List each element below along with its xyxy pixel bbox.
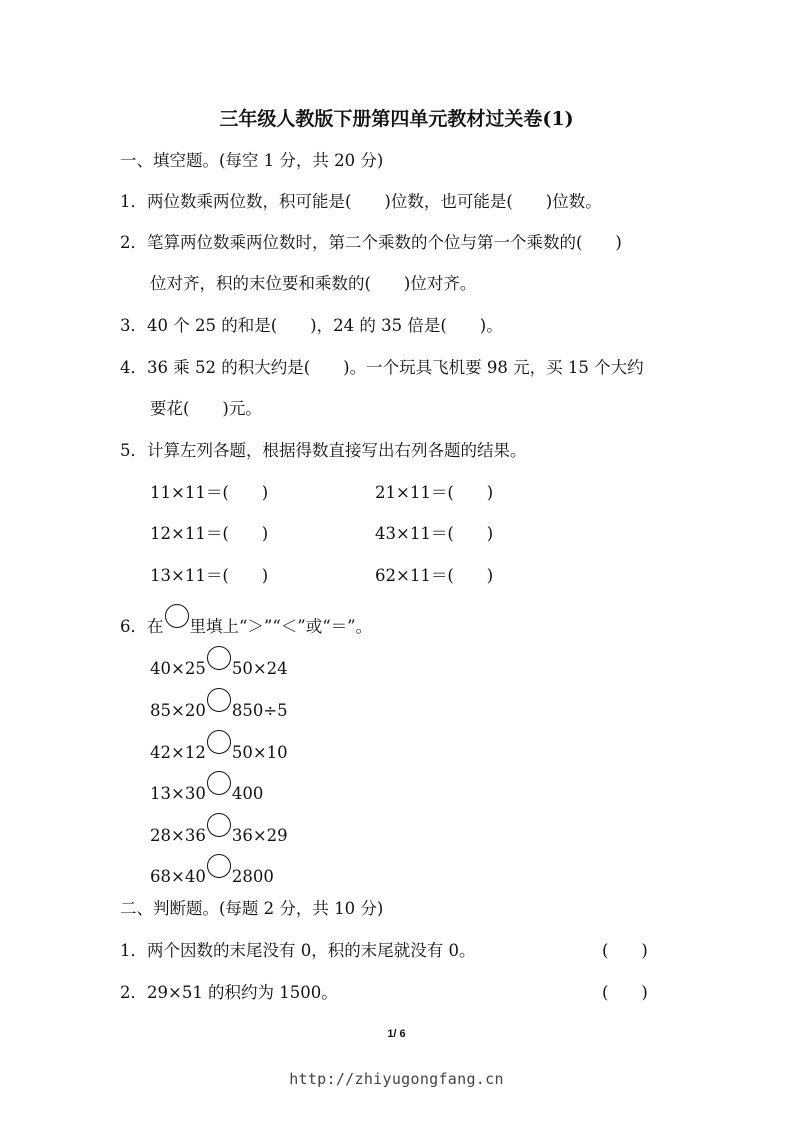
judge-item-1-blank[interactable]: ( ) [602,941,648,960]
judge-item-2-text: 2．29×51 的积约为 1500。 [120,983,338,1002]
judge-item-1-text: 1．两个因数的末尾没有 0，积的末尾就没有 0。 [120,941,476,960]
question-4-line1: 4．36 乘 52 的积大约是( )。一个玩具飞机要 98 元，买 15 个大约 [120,358,644,377]
question-3: 3．40 个 25 的和是( )，24 的 35 倍是( )。 [120,316,503,335]
compare-circle-input[interactable] [207,771,231,795]
question-6 [120,610,372,638]
q6-item-right: 50×24 [231,659,288,678]
q6-item-left: 28×36 [150,826,206,845]
q6-suffix: 里填上“＞”“＜”或“＝”。 [189,617,373,636]
q5-row2-right: 43×11＝( ) [375,524,494,543]
footer-url-link[interactable]: http://zhiyugongfang.cn [289,1070,504,1088]
page-title: 三年级人教版下册第四单元教材过关卷(1) [219,108,574,130]
question-2-line2: 位对齐，积的末位要和乘数的( )位对齐。 [150,274,477,293]
section1-heading: 一、填空题。(每空 1 分，共 20 分) [120,151,384,170]
compare-circle-input[interactable] [207,646,231,670]
compare-circle-input[interactable] [207,854,231,878]
q6-item-3 [150,736,288,764]
q6-item-left: 13×30 [150,784,206,803]
q5-row1-left: 11×11＝( ) [150,483,269,502]
q6-item-right: 850÷5 [231,701,288,720]
question-2-line1: 2．笔算两位数乘两位数时，第二个乘数的个位与第一个乘数的( ) [120,233,622,252]
q6-item-right: 36×29 [231,826,288,845]
q5-row3-left: 13×11＝( ) [150,566,269,585]
page-number: 1/ 6 [387,1028,406,1040]
question-5: 5．计算左列各题，根据得数直接写出右列各题的结果。 [120,441,527,460]
q6-item-right: 400 [231,784,264,803]
q6-item-left: 40×25 [150,659,206,678]
compare-circle-input[interactable] [207,688,231,712]
q6-item-4 [150,777,263,805]
q6-item-5 [150,819,288,847]
q6-item-2 [150,694,288,722]
judge-item-2-blank[interactable]: ( ) [602,983,648,1002]
q5-row3-right: 62×11＝( ) [375,566,494,585]
q5-row2-left: 12×11＝( ) [150,524,269,543]
question-4-line2: 要花( )元。 [150,399,262,418]
q6-item-right: 2800 [231,867,274,886]
q6-prefix: 6．在 [120,617,164,636]
q6-item-1 [150,652,288,680]
q5-row1-right: 21×11＝( ) [375,483,494,502]
compare-circle-input[interactable] [207,730,231,754]
compare-circle-input[interactable] [207,813,231,837]
q6-item-left: 42×12 [150,743,206,762]
section2-heading: 二、判断题。(每题 2 分，共 10 分) [120,899,384,918]
question-1: 1．两位数乘两位数，积可能是( )位数，也可能是( )位数。 [120,192,602,211]
q6-item-left: 68×40 [150,867,206,886]
q6-item-left: 85×20 [150,701,206,720]
circle-blank-icon [165,604,189,628]
q6-item-6 [150,860,274,888]
q6-item-right: 50×10 [231,743,288,762]
